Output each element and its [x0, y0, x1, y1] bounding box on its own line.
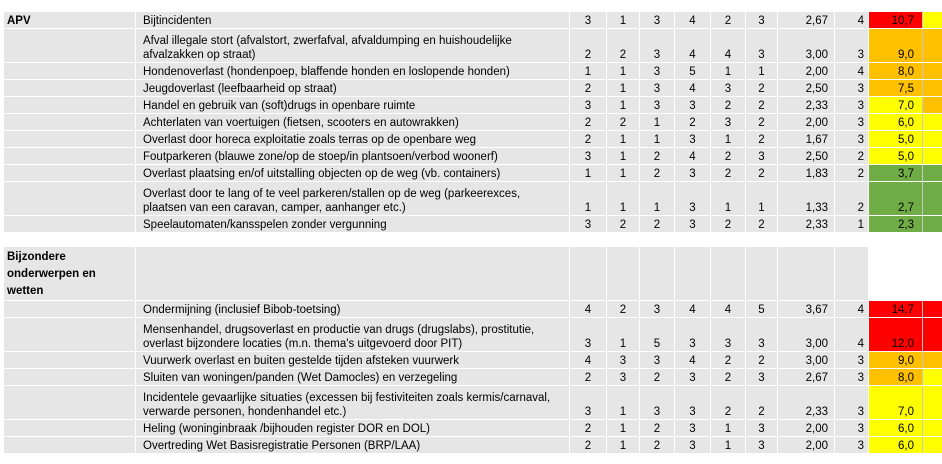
score-criterion-6: 2 [746, 97, 778, 114]
table-row [4, 216, 942, 233]
score-criterion-4: 3 [675, 131, 711, 148]
average-value: 1,83 [778, 165, 835, 182]
table-row [4, 369, 942, 386]
score-criterion-6: 1 [746, 182, 778, 216]
average-value: 2,00 [778, 114, 835, 131]
score-criterion-3: 2 [640, 148, 675, 165]
score-criterion-4: 4 [675, 12, 711, 29]
score-criterion-2: 3 [607, 352, 640, 369]
risk-color-cell [923, 386, 942, 420]
weight-value: 1 [835, 216, 869, 233]
score-criterion-2: 2 [607, 216, 640, 233]
risk-color-cell [923, 165, 942, 182]
score-criterion-2: 2 [607, 114, 640, 131]
score-criterion-2: 1 [607, 386, 640, 420]
table-row [4, 148, 942, 165]
score-criterion-1: 1 [570, 182, 607, 216]
row-description: Sluiten van woningen/panden (Wet Damocles) en verzegeling [136, 369, 570, 386]
score-criterion-3: 3 [640, 29, 675, 63]
score-criterion-2: 2 [607, 29, 640, 63]
section-title: APV [4, 12, 136, 29]
score-criterion-5: 2 [711, 216, 746, 233]
score-criterion-5: 1 [711, 182, 746, 216]
score-criterion-6: 2 [746, 352, 778, 369]
weight-value: 4 [835, 12, 869, 29]
score-criterion-1: 2 [570, 29, 607, 63]
average-value: 2,33 [778, 386, 835, 420]
score-criterion-5: 2 [711, 12, 746, 29]
score-criterion-5: 1 [711, 420, 746, 437]
score-criterion-3: 5 [640, 318, 675, 352]
score-criterion-4: 3 [675, 97, 711, 114]
risk-score: 2,3 [869, 216, 923, 233]
risk-color-cell [923, 114, 942, 131]
risk-score: 8,0 [869, 63, 923, 80]
category-cell [4, 114, 136, 131]
risk-color-cell [923, 318, 942, 352]
row-description: Overlast door te lang of te veel parkeren/stallen op de weg (parkeerexces, plaatsen van een caravan, camper, aanhanger etc.) [136, 182, 570, 216]
score-criterion-1: 2 [570, 369, 607, 386]
row-description: Afval illegale stort (afvalstort, zwerfafval, afvaldumping en huishoudelijke afvalzakken op straat) [136, 29, 570, 63]
average-value: 3,00 [778, 318, 835, 352]
average-value: 1,67 [778, 131, 835, 148]
weight-value: 3 [835, 369, 869, 386]
category-cell [4, 369, 136, 386]
score-criterion-4: 4 [675, 352, 711, 369]
score-criterion-2: 1 [607, 165, 640, 182]
bijzondere-table [3, 246, 942, 454]
score-criterion-2: 1 [607, 182, 640, 216]
table-row [4, 182, 942, 216]
header-cell [869, 247, 923, 301]
score-criterion-6: 3 [746, 420, 778, 437]
score-criterion-5: 1 [711, 63, 746, 80]
category-cell [4, 148, 136, 165]
table-row [4, 80, 942, 97]
score-criterion-6: 2 [746, 165, 778, 182]
apv-table [3, 11, 942, 233]
score-criterion-4: 3 [675, 369, 711, 386]
score-criterion-4: 4 [675, 29, 711, 63]
score-criterion-4: 5 [675, 63, 711, 80]
score-criterion-1: 3 [570, 148, 607, 165]
score-criterion-4: 3 [675, 165, 711, 182]
average-value: 1,33 [778, 182, 835, 216]
score-criterion-3: 2 [640, 437, 675, 454]
table-row [4, 114, 942, 131]
score-criterion-1: 2 [570, 114, 607, 131]
score-criterion-4: 4 [675, 148, 711, 165]
average-value: 2,00 [778, 437, 835, 454]
category-cell [4, 80, 136, 97]
average-value: 2,67 [778, 369, 835, 386]
score-criterion-1: 2 [570, 80, 607, 97]
row-description: Hondenoverlast (hondenpoep, blaffende honden en loslopende honden) [136, 63, 570, 80]
table-row [4, 352, 942, 369]
weight-value: 3 [835, 131, 869, 148]
score-criterion-5: 2 [711, 148, 746, 165]
score-criterion-5: 3 [711, 114, 746, 131]
table-row [4, 437, 942, 454]
score-criterion-3: 1 [640, 182, 675, 216]
category-cell [4, 182, 136, 216]
category-cell [4, 165, 136, 182]
average-value: 2,33 [778, 97, 835, 114]
risk-score: 14,7 [869, 301, 923, 318]
header-cell [640, 247, 675, 301]
score-criterion-6: 2 [746, 216, 778, 233]
risk-score: 3,7 [869, 165, 923, 182]
table-row [4, 63, 942, 80]
header-cell [607, 247, 640, 301]
score-criterion-2: 3 [607, 369, 640, 386]
score-criterion-5: 3 [711, 80, 746, 97]
score-criterion-6: 3 [746, 318, 778, 352]
score-criterion-2: 1 [607, 80, 640, 97]
risk-color-cell [923, 12, 942, 29]
risk-color-cell [923, 301, 942, 318]
average-value: 2,67 [778, 12, 835, 29]
average-value: 2,50 [778, 80, 835, 97]
score-criterion-2: 1 [607, 12, 640, 29]
table-row [4, 318, 942, 352]
average-value: 2,00 [778, 420, 835, 437]
score-criterion-1: 3 [570, 216, 607, 233]
row-description: Jeugdoverlast (leefbaarheid op straat) [136, 80, 570, 97]
score-criterion-4: 3 [675, 437, 711, 454]
row-description: Mensenhandel, drugsoverlast en productie van drugs (drugslabs), prostitutie, overlast bijzondere locaties (m.n. thema's uitgevoerd door PIT) [136, 318, 570, 352]
score-criterion-6: 3 [746, 12, 778, 29]
risk-score: 2,7 [869, 182, 923, 216]
score-criterion-4: 3 [675, 182, 711, 216]
category-cell [4, 352, 136, 369]
average-value: 3,00 [778, 352, 835, 369]
row-description: Vuurwerk overlast en buiten gestelde tijden afsteken vuurwerk [136, 352, 570, 369]
weight-value: 2 [835, 165, 869, 182]
score-criterion-3: 3 [640, 80, 675, 97]
risk-color-cell [923, 352, 942, 369]
row-description: Overlast plaatsing en/of uitstalling objecten op de weg (vb. containers) [136, 165, 570, 182]
category-cell [4, 386, 136, 420]
score-criterion-2: 1 [607, 318, 640, 352]
category-cell [4, 29, 136, 63]
average-value: 2,33 [778, 216, 835, 233]
score-criterion-4: 3 [675, 216, 711, 233]
score-criterion-5: 2 [711, 165, 746, 182]
risk-score: 9,0 [869, 352, 923, 369]
category-cell [4, 97, 136, 114]
score-criterion-4: 3 [675, 420, 711, 437]
category-cell [4, 63, 136, 80]
score-criterion-3: 2 [640, 165, 675, 182]
weight-value: 3 [835, 420, 869, 437]
table-row [4, 386, 942, 420]
weight-value: 4 [835, 301, 869, 318]
score-criterion-6: 3 [746, 29, 778, 63]
risk-score: 7,5 [869, 80, 923, 97]
row-description: Bijtincidenten [136, 12, 570, 29]
weight-value: 4 [835, 63, 869, 80]
score-criterion-3: 3 [640, 301, 675, 318]
risk-color-cell [923, 420, 942, 437]
risk-score: 5,0 [869, 148, 923, 165]
score-criterion-6: 3 [746, 148, 778, 165]
score-criterion-3: 3 [640, 97, 675, 114]
table-row [4, 12, 942, 29]
table-row [4, 301, 942, 318]
score-criterion-3: 3 [640, 352, 675, 369]
row-description: Overtreding Wet Basisregistratie Personen (BRP/LAA) [136, 437, 570, 454]
score-criterion-3: 2 [640, 369, 675, 386]
score-criterion-6: 2 [746, 114, 778, 131]
score-criterion-3: 3 [640, 386, 675, 420]
score-criterion-5: 4 [711, 29, 746, 63]
average-value: 3,67 [778, 301, 835, 318]
category-cell [4, 301, 136, 318]
risk-color-cell [923, 97, 942, 114]
weight-value: 2 [835, 182, 869, 216]
risk-color-cell [923, 29, 942, 63]
row-description: Incidentele gevaarlijke situaties (excessen bij festiviteiten zoals kermis/carnaval, verwarde personen, hondenhandel etc.) [136, 386, 570, 420]
weight-value: 3 [835, 437, 869, 454]
score-criterion-5: 2 [711, 97, 746, 114]
score-criterion-3: 2 [640, 420, 675, 437]
weight-value: 2 [835, 148, 869, 165]
row-description: Foutparkeren (blauwe zone/op de stoep/in plantsoen/verbod woonerf) [136, 148, 570, 165]
score-criterion-1: 3 [570, 386, 607, 420]
weight-value: 4 [835, 318, 869, 352]
row-description: Ondermijning (inclusief Bibob-toetsing) [136, 301, 570, 318]
score-criterion-2: 1 [607, 420, 640, 437]
score-criterion-1: 3 [570, 97, 607, 114]
score-criterion-2: 2 [607, 301, 640, 318]
score-criterion-2: 1 [607, 131, 640, 148]
score-criterion-4: 2 [675, 114, 711, 131]
table-row [4, 165, 942, 182]
weight-value: 3 [835, 97, 869, 114]
score-criterion-3: 2 [640, 216, 675, 233]
score-criterion-5: 3 [711, 318, 746, 352]
score-criterion-1: 3 [570, 318, 607, 352]
risk-color-cell [923, 216, 942, 233]
score-criterion-4: 4 [675, 80, 711, 97]
risk-color-cell [923, 437, 942, 454]
section-title: Bijzondere onderwerpen en wetten [4, 247, 136, 301]
score-criterion-3: 3 [640, 12, 675, 29]
risk-color-cell [923, 80, 942, 97]
weight-value: 3 [835, 386, 869, 420]
row-description: Achterlaten van voertuigen (fietsen, scooters en autowrakken) [136, 114, 570, 131]
risk-color-cell [923, 131, 942, 148]
row-description: Heling (woninginbraak /bijhouden register DOR en DOL) [136, 420, 570, 437]
risk-score: 7,0 [869, 386, 923, 420]
score-criterion-4: 3 [675, 318, 711, 352]
score-criterion-5: 2 [711, 369, 746, 386]
score-criterion-6: 3 [746, 437, 778, 454]
row-description: Overlast door horeca exploitatie zoals terras op de openbare weg [136, 131, 570, 148]
header-cell [711, 247, 746, 301]
score-criterion-4: 4 [675, 301, 711, 318]
score-criterion-1: 4 [570, 301, 607, 318]
risk-score: 10,7 [869, 12, 923, 29]
average-value: 2,00 [778, 63, 835, 80]
score-criterion-3: 1 [640, 131, 675, 148]
score-criterion-5: 2 [711, 352, 746, 369]
score-criterion-6: 2 [746, 386, 778, 420]
category-cell [4, 131, 136, 148]
weight-value: 3 [835, 29, 869, 63]
risk-color-cell [923, 182, 942, 216]
score-criterion-6: 3 [746, 369, 778, 386]
table-row [4, 131, 942, 148]
category-cell [4, 437, 136, 454]
score-criterion-2: 1 [607, 437, 640, 454]
average-value: 3,00 [778, 29, 835, 63]
score-criterion-1: 4 [570, 352, 607, 369]
risk-color-cell [923, 148, 942, 165]
score-criterion-5: 4 [711, 301, 746, 318]
risk-score: 8,0 [869, 369, 923, 386]
score-criterion-1: 2 [570, 131, 607, 148]
score-criterion-5: 1 [711, 131, 746, 148]
score-criterion-1: 2 [570, 420, 607, 437]
score-criterion-4: 3 [675, 386, 711, 420]
score-criterion-5: 2 [711, 386, 746, 420]
score-criterion-2: 1 [607, 63, 640, 80]
category-cell [4, 216, 136, 233]
risk-score: 6,0 [869, 437, 923, 454]
table-row [4, 420, 942, 437]
score-criterion-6: 1 [746, 63, 778, 80]
score-criterion-6: 5 [746, 301, 778, 318]
risk-score: 9,0 [869, 29, 923, 63]
score-criterion-1: 3 [570, 12, 607, 29]
score-criterion-6: 2 [746, 131, 778, 148]
header-cell [570, 247, 607, 301]
weight-value: 3 [835, 352, 869, 369]
score-criterion-3: 1 [640, 114, 675, 131]
section-header-row [4, 247, 942, 301]
category-cell [4, 420, 136, 437]
weight-value: 3 [835, 114, 869, 131]
weight-value: 3 [835, 80, 869, 97]
risk-score: 12,0 [869, 318, 923, 352]
risk-color-cell [923, 369, 942, 386]
risk-score: 6,0 [869, 420, 923, 437]
score-criterion-5: 1 [711, 437, 746, 454]
average-value: 2,50 [778, 148, 835, 165]
score-criterion-6: 2 [746, 80, 778, 97]
score-criterion-2: 1 [607, 97, 640, 114]
risk-color-cell [923, 63, 942, 80]
score-criterion-1: 1 [570, 165, 607, 182]
row-description: Speelautomaten/kansspelen zonder vergunning [136, 216, 570, 233]
risk-score: 6,0 [869, 114, 923, 131]
score-criterion-3: 3 [640, 63, 675, 80]
score-criterion-1: 1 [570, 63, 607, 80]
category-cell [4, 318, 136, 352]
risk-score: 7,0 [869, 97, 923, 114]
header-cell [778, 247, 835, 301]
table-row [4, 97, 942, 114]
risk-score: 5,0 [869, 131, 923, 148]
table-row [4, 29, 942, 63]
header-cell [746, 247, 778, 301]
score-criterion-2: 1 [607, 148, 640, 165]
score-criterion-1: 2 [570, 437, 607, 454]
header-cell [675, 247, 711, 301]
description-header [136, 247, 570, 301]
header-cell [923, 247, 942, 301]
row-description: Handel en gebruik van (soft)drugs in openbare ruimte [136, 97, 570, 114]
header-cell [835, 247, 869, 301]
